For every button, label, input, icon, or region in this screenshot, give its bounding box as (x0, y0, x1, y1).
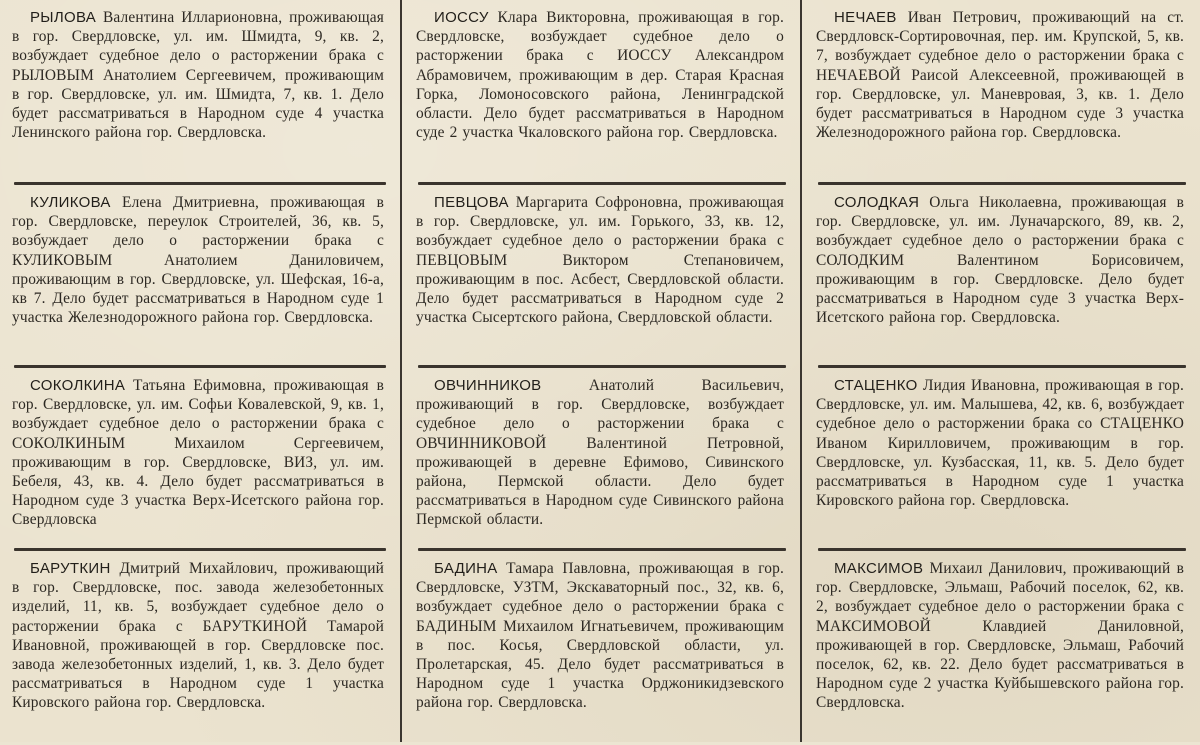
notice-solodkaya (814, 185, 1186, 365)
notice-surname: ИОССУ (434, 9, 489, 26)
column-3 (800, 0, 1200, 742)
notice-surname: ПЕВЦОВА (434, 194, 509, 211)
notice-surname: СТАЦЕНКО (834, 377, 918, 394)
notice-text: Ольга Николаевна, проживающая в гор. Свердловске, ул. им. Луначарского, 89, кв. 2, возбуждает судебное дело о расторжении брака с СОЛОДКИМ Валентином Борисовичем, проживающим в гор. Свердловске. Дело будет рассматриваться в Народном суде 3 участка Верх-Исетского района гор. Свердловска. (816, 194, 1184, 327)
notice-surname: НЕЧАЕВ (834, 9, 897, 26)
notice-sokolkina (10, 368, 386, 548)
notice-surname: КУЛИКОВА (30, 194, 111, 211)
notice-paragraph (416, 376, 784, 530)
column-2 (400, 0, 800, 742)
notice-badina (414, 551, 786, 745)
notice-barutkin (10, 551, 386, 745)
notice-pevtsova (414, 185, 786, 365)
notice-paragraph (816, 8, 1184, 142)
notice-text: Татьяна Ефимовна, проживающая в гор. Свердловске, ул. им. Софьи Ковалевской, 9, кв. 1, возбуждает судебное дело о расторжении брака с СОКОЛКИНЫМ Михаилом Сергеевичем, проживающим в гор. Свердловске, ВИЗ, ул. им. Бебеля, 43, кв. 4. Дело будет рассматриваться в Народном суде 3 участка Верх-Исетского района гор. Свердловска (12, 377, 384, 529)
notice-paragraph (816, 193, 1184, 327)
column-1 (0, 0, 400, 742)
notice-surname: СОКОЛКИНА (30, 377, 126, 394)
notice-paragraph (816, 559, 1184, 713)
notice-rylova (10, 0, 386, 182)
notice-text: Лидия Ивановна, проживающая в гор. Свердловске, ул. им. Малышева, 42, кв. 6, возбуждает судебное дело о расторжении брака со СТАЦЕНКО Иваном Кирилловичем, проживающим в гор. Свердловске, ул. Кузбасская, 11, кв. 5. Дело будет рассматриваться в Народном суде 1 участка Кировского района гор. Свердловска. (816, 377, 1184, 510)
notice-kulikova (10, 185, 386, 365)
notice-surname: СОЛОДКАЯ (834, 194, 920, 211)
notice-text: Клара Викторовна, проживающая в гор. Свердловске, возбуждает судебное дело о расторжении брака с ИОССУ Александром Абрамовичем, проживающим в дер. Старая Красная Горка, Ломоносовского района, Ленинградской области. Дело будет рассматриваться в Народном суде 2 участка Чкаловского района гор. Свердловска. (416, 9, 784, 142)
notice-ovchinnikov (414, 368, 786, 548)
notice-text: Елена Дмитриевна, проживающая в гор. Свердловске, переулок Строителей, 36, кв. 5, возбуждает дело о расторжении брака с КУЛИКОВЫМ Анатолием Даниловичем, проживающим в гор. Свердловске, ул. Шефская, 16-а, кв 7. Дело будет рассматриваться в Народном суде 1 участка Железнодорожного района гор. Свердловска. (12, 194, 384, 327)
notice-text: Маргарита Софроновна, проживающая в гор. Свердловске, ул. им. Горького, 33, кв. 12, возбуждает судебное дело о расторжении брака с ПЕВЦОВЫМ Виктором Степановичем, проживающим в пос. Асбест, Свердловской области. Дело будет рассматриваться в Народном суде 2 участка Сысертского района, Свердловской области. (416, 194, 784, 327)
notice-paragraph (416, 559, 784, 713)
notice-surname: МАКСИМОВ (834, 560, 924, 577)
notice-paragraph (12, 376, 384, 530)
notice-paragraph (416, 193, 784, 327)
notice-iossu (414, 0, 786, 182)
notice-text: Иван Петрович, проживающий на ст. Свердловск-Сортировочная, пер. им. Крупской, 5, кв. 7, возбуждает судебное дело о расторжении брака с НЕЧАЕВОЙ Раисой Алексеевной, проживающей в гор. Свердловске, ул. Маневровая, 3, кв. 1. Дело будет рассматриваться в Народном суде 3 участка Железнодорожного района гор. Свердловска. (816, 9, 1184, 142)
notice-surname: ОВЧИННИКОВ (434, 377, 542, 394)
notice-statsenko (814, 368, 1186, 548)
notice-text: Тамара Павловна, проживающая в гор. Свердловске, УЗТМ, Экскаваторный пос., 32, кв. 6, возбуждает судебное дело о расторжении брака с БАДИНЫМ Михаилом Игнатьевичем, проживающим в пос. Косья, Свердловской области, ул. Пролетарская, 45. Дело будет рассматриваться в Народном суде 1 участка Орджоникидзевского района гор. Свердловска. (416, 560, 784, 712)
notice-text: Дмитрий Михайлович, проживающий в гор. Свердловске, пос. завода железобетонных изделий, 11, кв. 5, возбуждает судебное дело о расторжении брака с БАРУТКИНОЙ Тамарой Ивановной, проживающей в гор. Свердловске пос. завода железобетонных изделий, 1, кв. 3. Дело будет рассматриваться в Народном суде 1 участка Кировского района гор. Свердловска. (12, 560, 384, 712)
notice-text: Анатолий Васильевич, проживающий в гор. Свердловске, возбуждает судебное дело о расторжении брака с ОВЧИННИКОВОЙ Валентиной Петровной, проживающей в деревне Ефимово, Сивинского района, Пермской области. Дело будет рассматриваться в Народном суде Сивинского района Пермской области. (416, 377, 784, 529)
notice-paragraph (416, 8, 784, 142)
notice-maksimov (814, 551, 1186, 745)
notice-paragraph (816, 376, 1184, 510)
notice-nechaev (814, 0, 1186, 182)
notice-surname: БАДИНА (434, 560, 498, 577)
notice-paragraph (12, 193, 384, 327)
notice-surname: БАРУТКИН (30, 560, 111, 577)
notice-paragraph (12, 8, 384, 142)
notice-paragraph (12, 559, 384, 713)
notice-surname: РЫЛОВА (30, 9, 97, 26)
notice-text: Михаил Данилович, проживающий в гор. Свердловске, Эльмаш, Рабочий поселок, 62, кв. 2, возбуждает судебное дело о расторжении брака с МАКСИМОВОЙ Клавдией Даниловной, проживающей в гор. Свердловске, Эльмаш, Рабочий поселок, 62, кв. 22. Дело будет рассматриваться в Народном суде 2 участка Куйбышевского района гор. Свердловска. (816, 560, 1184, 712)
notice-text: Валентина Илларионовна, проживающая в гор. Свердловске, ул. им. Шмидта, 9, кв. 2, возбуждает судебное дело о расторжении брака с РЫЛОВЫМ Анатолием Сергеевичем, проживающим в гор. Свердловске, ул. им. Шмидта, 7, кв. 1. Дело будет рассматриваться в Народном суде 4 участка Ленинского района гор. Свердловска. (12, 9, 384, 142)
